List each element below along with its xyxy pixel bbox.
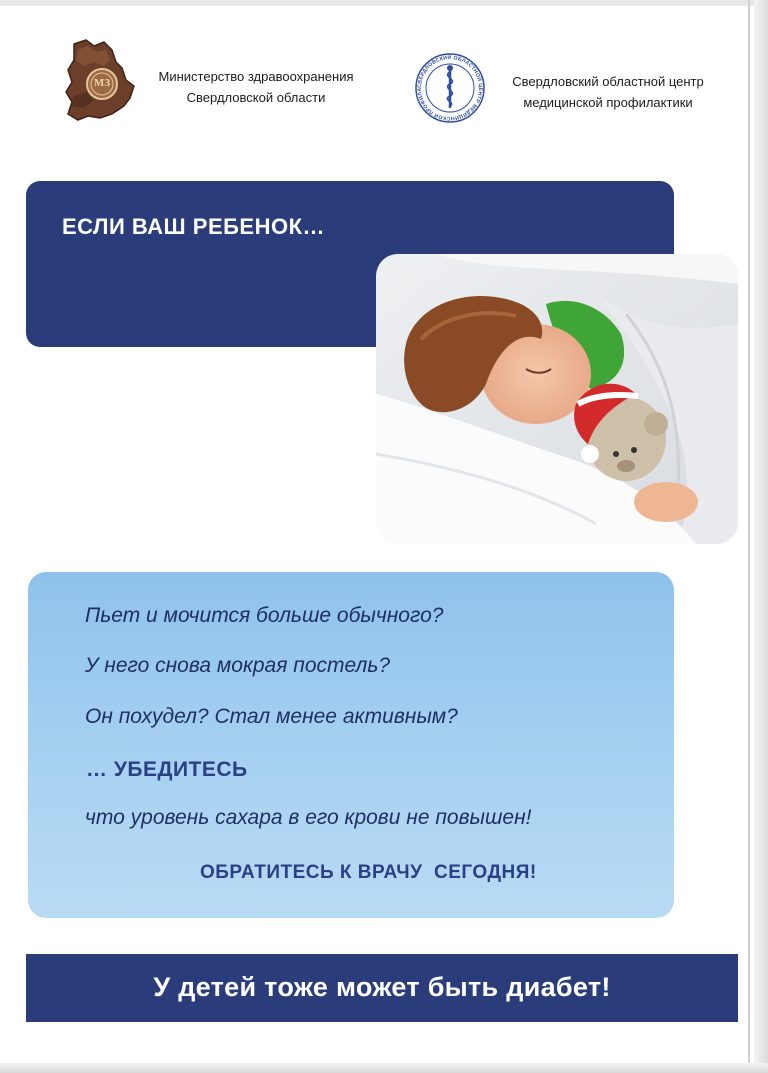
ministry-name xyxy=(146,66,366,108)
ministry-name-line2: Свердловской области xyxy=(186,90,326,105)
center-name xyxy=(496,71,720,113)
banner-title: ЕСЛИ ВАШ РЕБЕНОК… xyxy=(62,214,326,239)
slogan-text: У детей тоже может быть диабет! xyxy=(153,972,611,1002)
blood-sugar-check-text: что уровень сахара в его крови не повышен! xyxy=(85,806,532,829)
scan-edge-top xyxy=(0,0,768,6)
seal-ring-text: СВЕРДЛОВСКИЙ ОБЛАСТНОЙ ЦЕНТР МЕДИЦИНСКОЙ ПРОФИЛА xyxy=(416,54,484,122)
ministry-name-line1: Министерство здравоохранения xyxy=(158,69,354,84)
scan-edge-right xyxy=(754,0,768,1073)
scan-line xyxy=(748,0,750,1073)
center-name-line2: медицинской профилактики xyxy=(523,95,693,110)
symptom-question-3: Он похудел? Стал менее активным? xyxy=(85,705,458,728)
symptom-question-2: У него снова мокрая постель? xyxy=(85,654,391,677)
center-name-line1: Свердловский областной центр xyxy=(512,74,704,89)
emblem-letters: МЗ xyxy=(93,77,111,89)
symptom-question-1: Пьет и мочится больше обычного? xyxy=(85,604,444,627)
medical-center-seal-icon xyxy=(412,50,488,126)
call-to-action: ОБРАТИТЕСЬ К ВРАЧУ СЕГОДНЯ! xyxy=(200,862,537,883)
scan-edge-bottom xyxy=(0,1063,768,1073)
sleeping-child-photo xyxy=(376,254,738,544)
ensure-heading: … УБЕДИТЕСЬ xyxy=(86,758,248,781)
